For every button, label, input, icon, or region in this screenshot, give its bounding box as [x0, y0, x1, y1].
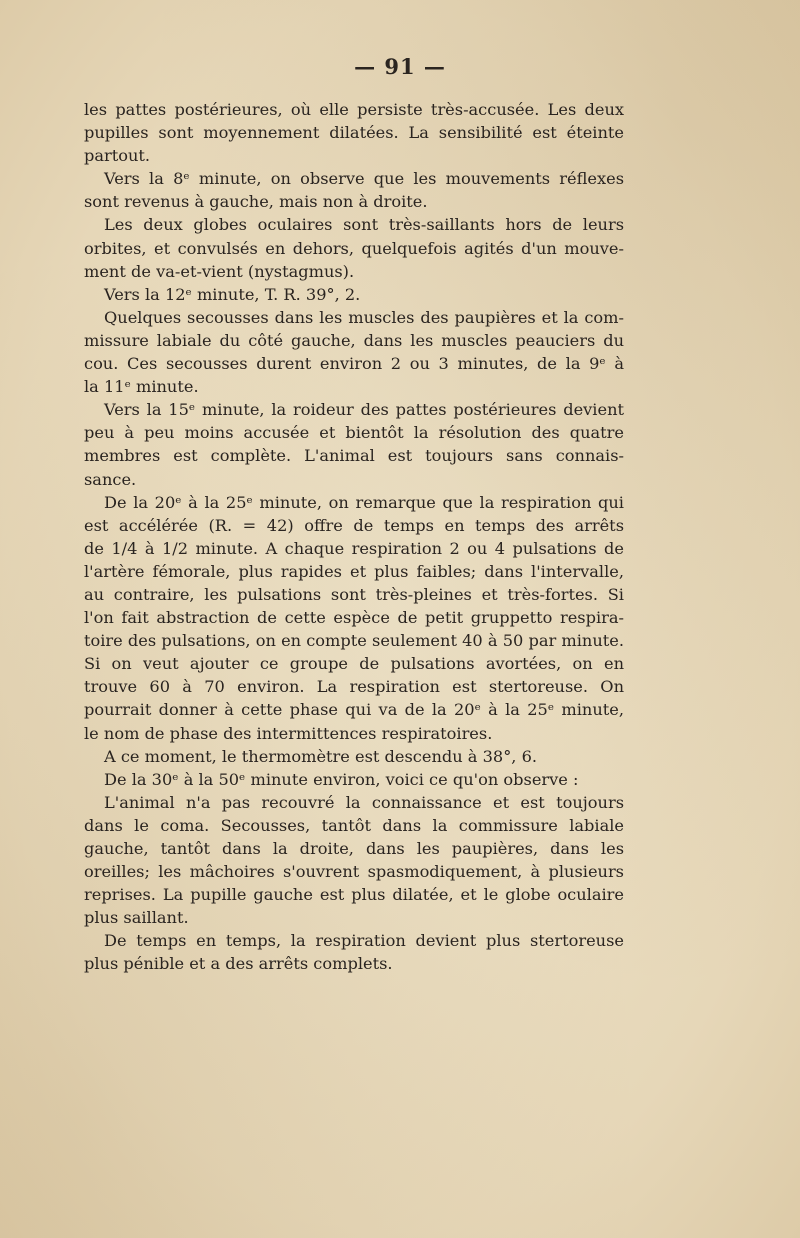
text-line: partout. [84, 146, 151, 166]
text-line: orbites, et convulsés en dehors, quelquefois agités d'un mouve- [84, 238, 624, 258]
text-line: sont revenus à gauche, mais non à droite. [84, 192, 428, 212]
text-line: Les deux globes oculaires sont très-saillants hors de leurs [104, 215, 624, 235]
text-line: pourrait donner à cette phase qui va de la 20ᵉ à la 25ᵉ minute, [84, 700, 624, 720]
text-line: Vers la 12ᵉ minute, T. R. 39°, 2. [104, 284, 361, 304]
text-line: plus saillant. [84, 908, 189, 928]
text-line: De temps en temps, la respiration devient plus stertoreuse [104, 931, 624, 951]
text-line: A ce moment, le thermomètre est descendu à 38°, 6. [104, 746, 538, 766]
text-line: est accélérée (R. = 42) offre de temps en temps des arrêts [84, 515, 624, 535]
text-line: les pattes postérieures, où elle persiste très-accusée. Les deux [84, 100, 624, 119]
text-line: pupilles sont moyennement dilatées. La sensibilité est éteinte [84, 123, 624, 143]
text-line: plus pénible et a des arrêts complets. [84, 954, 393, 974]
text-line: peu à peu moins accusée et bientôt la résolution des quatre [84, 423, 624, 443]
text-line: De la 20ᵉ à la 25ᵉ minute, on remarque que la respiration qui [104, 492, 624, 512]
text-line: Vers la 15ᵉ minute, la roideur des pattes postérieures devient [104, 400, 624, 420]
text-line: Si on veut ajouter ce groupe de pulsations avortées, on en [84, 654, 624, 674]
text-line: membres est complète. L'animal est toujours sans connais- [84, 446, 624, 466]
text-line: ment de va-et-vient (nystagmus). [84, 261, 355, 281]
text-line: de 1/4 à 1/2 minute. A chaque respiration 2 ou 4 pulsations de [84, 538, 624, 558]
text-line: De la 30ᵉ à la 50ᵉ minute environ, voici ce qu'on observe : [104, 769, 579, 789]
text-line: trouve 60 à 70 environ. La respiration est stertoreuse. On [84, 677, 624, 697]
text-line: Quelques secousses dans les muscles des paupières et la com- [104, 307, 624, 327]
text-line: dans le coma. Secousses, tantôt dans la commissure labiale [84, 815, 624, 835]
page-number: — 91 — [354, 54, 446, 79]
text-line: Vers la 8ᵉ minute, on observe que les mouvements réflexes [104, 169, 624, 189]
body-text [84, 98, 624, 976]
text-line: gauche, tantôt dans la droite, dans les paupières, dans les [84, 839, 624, 858]
text-line: l'artère fémorale, plus rapides et plus faibles; dans l'intervalle, [84, 561, 624, 581]
text-line: l'on fait abstraction de cette espèce de petit gruppetto respira- [84, 608, 624, 628]
text-line: cou. Ces secousses durent environ 2 ou 3 minutes, de la 9ᵉ à [84, 354, 624, 374]
text-line: L'animal n'a pas recouvré la connaissance et est toujours [104, 792, 624, 812]
text-line: reprises. La pupille gauche est plus dilatée, et le globe oculaire [84, 885, 624, 905]
text-line: sance. [84, 469, 137, 489]
text-line: oreilles; les mâchoires s'ouvrent spasmodiquement, à plusieurs [84, 862, 624, 882]
text-line: le nom de phase des intermittences respiratoires. [84, 723, 493, 743]
text-line: au contraire, les pulsations sont très-pleines et très-fortes. Si [84, 584, 624, 604]
text-line: la 11ᵉ minute. [84, 377, 199, 397]
text-line: missure labiale du côté gauche, dans les muscles peauciers du [84, 330, 624, 350]
text-line: toire des pulsations, on en compte seulement 40 à 50 par minute. [84, 631, 624, 651]
